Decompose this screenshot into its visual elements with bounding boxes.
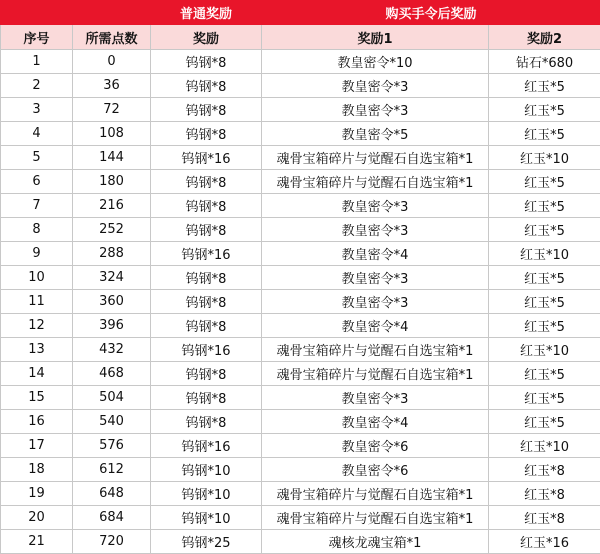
cell-index: 13 xyxy=(1,338,73,362)
cell-reward: 钨钢*8 xyxy=(151,410,262,434)
cell-points: 0 xyxy=(73,50,151,74)
cell-reward2: 红玉*8 xyxy=(489,506,600,530)
cell-reward1: 教皇密令*3 xyxy=(262,74,489,98)
cell-reward1: 教皇密令*3 xyxy=(262,194,489,218)
cell-index: 3 xyxy=(1,98,73,122)
cell-index: 14 xyxy=(1,362,73,386)
cell-reward: 钨钢*8 xyxy=(151,50,262,74)
cell-reward: 钨钢*16 xyxy=(151,146,262,170)
table-row xyxy=(1,482,600,506)
table-row xyxy=(1,218,600,242)
cell-reward2: 红玉*8 xyxy=(489,482,600,506)
cell-reward2: 红玉*5 xyxy=(489,266,600,290)
cell-points: 504 xyxy=(73,386,151,410)
cell-reward2: 红玉*5 xyxy=(489,218,600,242)
cell-points: 72 xyxy=(73,98,151,122)
cell-reward2: 红玉*10 xyxy=(489,146,600,170)
cell-reward: 钨钢*8 xyxy=(151,74,262,98)
group-header-normal: 普通奖励 xyxy=(151,1,262,25)
cell-reward: 钨钢*8 xyxy=(151,122,262,146)
cell-reward1: 魂骨宝箱碎片与觉醒石自选宝箱*1 xyxy=(262,506,489,530)
cell-points: 468 xyxy=(73,362,151,386)
cell-reward1: 魂骨宝箱碎片与觉醒石自选宝箱*1 xyxy=(262,338,489,362)
table-row xyxy=(1,74,600,98)
cell-reward1: 魂核龙魂宝箱*1 xyxy=(262,530,489,554)
cell-index: 16 xyxy=(1,410,73,434)
cell-reward: 钨钢*8 xyxy=(151,170,262,194)
cell-reward2: 红玉*5 xyxy=(489,170,600,194)
cell-reward1: 教皇密令*4 xyxy=(262,410,489,434)
cell-reward2: 红玉*5 xyxy=(489,122,600,146)
cell-reward2: 红玉*5 xyxy=(489,314,600,338)
cell-reward: 钨钢*8 xyxy=(151,218,262,242)
table-row xyxy=(1,122,600,146)
cell-reward1: 魂骨宝箱碎片与觉醒石自选宝箱*1 xyxy=(262,170,489,194)
table-row xyxy=(1,98,600,122)
cell-points: 216 xyxy=(73,194,151,218)
cell-reward1: 教皇密令*3 xyxy=(262,290,489,314)
cell-reward1: 教皇密令*6 xyxy=(262,458,489,482)
cell-reward2: 红玉*5 xyxy=(489,362,600,386)
column-header-reward: 奖励 xyxy=(151,25,262,50)
table-row xyxy=(1,290,600,314)
column-header-reward1: 奖励1 xyxy=(262,25,489,50)
cell-points: 396 xyxy=(73,314,151,338)
cell-points: 288 xyxy=(73,242,151,266)
cell-reward2: 红玉*8 xyxy=(489,458,600,482)
table-row xyxy=(1,338,600,362)
column-header-index: 序号 xyxy=(1,25,73,50)
cell-index: 9 xyxy=(1,242,73,266)
cell-reward1: 魂骨宝箱碎片与觉醒石自选宝箱*1 xyxy=(262,482,489,506)
cell-points: 36 xyxy=(73,74,151,98)
cell-points: 324 xyxy=(73,266,151,290)
cell-reward1: 魂骨宝箱碎片与觉醒石自选宝箱*1 xyxy=(262,146,489,170)
cell-reward2: 红玉*10 xyxy=(489,242,600,266)
cell-reward1: 教皇密令*4 xyxy=(262,242,489,266)
cell-index: 10 xyxy=(1,266,73,290)
cell-reward: 钨钢*8 xyxy=(151,314,262,338)
cell-reward: 钨钢*25 xyxy=(151,530,262,554)
cell-reward1: 教皇密令*3 xyxy=(262,386,489,410)
cell-reward: 钨钢*8 xyxy=(151,98,262,122)
table-row xyxy=(1,194,600,218)
group-header-blank xyxy=(1,1,151,25)
cell-index: 1 xyxy=(1,50,73,74)
cell-points: 252 xyxy=(73,218,151,242)
cell-reward: 钨钢*10 xyxy=(151,458,262,482)
cell-reward2: 红玉*10 xyxy=(489,338,600,362)
column-header-reward2: 奖励2 xyxy=(489,25,600,50)
cell-reward1: 教皇密令*6 xyxy=(262,434,489,458)
cell-reward1: 教皇密令*5 xyxy=(262,122,489,146)
table-row xyxy=(1,146,600,170)
cell-reward1: 教皇密令*3 xyxy=(262,98,489,122)
cell-reward: 钨钢*16 xyxy=(151,242,262,266)
cell-index: 6 xyxy=(1,170,73,194)
table-row xyxy=(1,458,600,482)
group-header-row xyxy=(1,1,600,25)
cell-reward2: 红玉*5 xyxy=(489,410,600,434)
cell-points: 360 xyxy=(73,290,151,314)
table-row xyxy=(1,50,600,74)
column-header-points: 所需点数 xyxy=(73,25,151,50)
cell-reward2: 红玉*16 xyxy=(489,530,600,554)
cell-index: 11 xyxy=(1,290,73,314)
table-row xyxy=(1,434,600,458)
cell-reward: 钨钢*8 xyxy=(151,362,262,386)
cell-index: 5 xyxy=(1,146,73,170)
cell-reward2: 红玉*5 xyxy=(489,74,600,98)
cell-index: 17 xyxy=(1,434,73,458)
cell-reward: 钨钢*8 xyxy=(151,194,262,218)
cell-reward: 钨钢*8 xyxy=(151,386,262,410)
cell-reward1: 教皇密令*10 xyxy=(262,50,489,74)
cell-points: 576 xyxy=(73,434,151,458)
cell-index: 12 xyxy=(1,314,73,338)
cell-reward: 钨钢*8 xyxy=(151,266,262,290)
cell-index: 21 xyxy=(1,530,73,554)
cell-reward2: 红玉*5 xyxy=(489,386,600,410)
cell-points: 720 xyxy=(73,530,151,554)
table-row xyxy=(1,362,600,386)
table-row xyxy=(1,410,600,434)
cell-reward: 钨钢*10 xyxy=(151,482,262,506)
cell-index: 18 xyxy=(1,458,73,482)
cell-index: 2 xyxy=(1,74,73,98)
cell-points: 108 xyxy=(73,122,151,146)
cell-reward: 钨钢*16 xyxy=(151,338,262,362)
cell-reward: 钨钢*10 xyxy=(151,506,262,530)
cell-points: 648 xyxy=(73,482,151,506)
cell-index: 8 xyxy=(1,218,73,242)
table-row xyxy=(1,314,600,338)
cell-index: 15 xyxy=(1,386,73,410)
group-header-premium: 购买手令后奖励 xyxy=(262,1,600,25)
table-row xyxy=(1,386,600,410)
cell-reward1: 教皇密令*3 xyxy=(262,218,489,242)
cell-points: 180 xyxy=(73,170,151,194)
cell-index: 4 xyxy=(1,122,73,146)
cell-points: 432 xyxy=(73,338,151,362)
cell-reward2: 红玉*10 xyxy=(489,434,600,458)
table-row xyxy=(1,506,600,530)
cell-reward: 钨钢*8 xyxy=(151,290,262,314)
cell-index: 20 xyxy=(1,506,73,530)
cell-reward2: 钻石*680 xyxy=(489,50,600,74)
cell-reward2: 红玉*5 xyxy=(489,194,600,218)
table-body xyxy=(1,50,600,554)
cell-points: 612 xyxy=(73,458,151,482)
cell-reward1: 教皇密令*3 xyxy=(262,266,489,290)
cell-reward: 钨钢*16 xyxy=(151,434,262,458)
cell-points: 684 xyxy=(73,506,151,530)
cell-reward1: 教皇密令*4 xyxy=(262,314,489,338)
cell-index: 7 xyxy=(1,194,73,218)
table-row xyxy=(1,242,600,266)
cell-index: 19 xyxy=(1,482,73,506)
cell-reward1: 魂骨宝箱碎片与觉醒石自选宝箱*1 xyxy=(262,362,489,386)
cell-reward2: 红玉*5 xyxy=(489,98,600,122)
table-row xyxy=(1,170,600,194)
cell-reward2: 红玉*5 xyxy=(489,290,600,314)
cell-points: 144 xyxy=(73,146,151,170)
cell-points: 540 xyxy=(73,410,151,434)
table-row xyxy=(1,266,600,290)
column-header-row xyxy=(1,25,600,50)
